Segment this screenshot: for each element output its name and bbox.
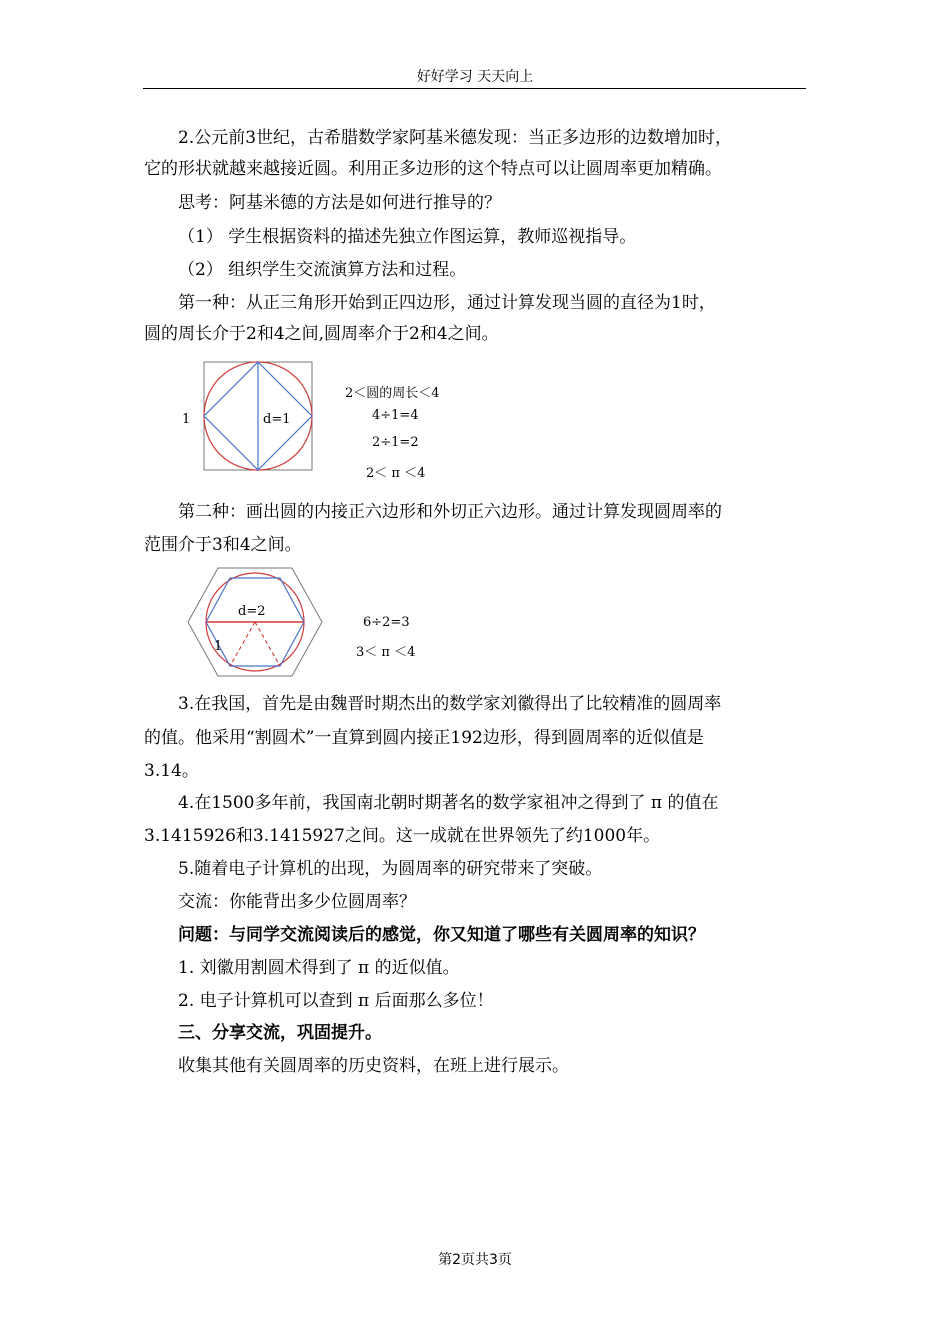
answer-1: 1. 刘徽用割圆术得到了 π 的近似值。	[178, 958, 460, 978]
radius-line-right	[255, 622, 280, 666]
paragraph-3-line1: 3.在我国，首先是由魏晋时期杰出的数学家刘徽得出了比较精准的圆周率	[178, 694, 722, 714]
paragraph-3-line3: 3.14。	[144, 761, 199, 781]
paragraph-2-line2: 它的形状就越来越接近圆。利用正多边形的这个特点可以让圆周率更加精确。	[144, 159, 722, 179]
pi-range-2-4: 2＜ π ＜4	[366, 466, 426, 481]
step-1: （1） 学生根据资料的描述先独立作图运算，教师巡视指导。	[178, 227, 637, 247]
page-footer: 第2页共3页	[438, 1252, 512, 1268]
radius-line-left	[230, 622, 255, 666]
square-circle-figure	[180, 360, 330, 475]
discussion-question: 问题：与同学交流阅读后的感觉，你又知道了哪些有关圆周率的知识？	[178, 925, 705, 945]
pi-range-3-4: 3＜ π ＜4	[356, 645, 416, 660]
square-side-label: 1	[182, 412, 191, 427]
exchange-question: 交流：你能背出多少位圆周率？	[178, 892, 416, 912]
paragraph-4-line1: 4.在1500多年前，我国南北朝时期著名的数学家祖冲之得到了 π 的值在	[178, 793, 719, 813]
diameter-label: d=1	[263, 412, 291, 427]
calc-6-div-2: 6÷2=3	[363, 615, 410, 630]
hexagon-diameter-label: d=2	[238, 604, 266, 619]
method-1-line2: 圆的周长介于2和4之间,圆周率介于2和4之间。	[144, 324, 499, 344]
method-2-line2: 范围介于3和4之间。	[144, 535, 302, 555]
method-1-line1: 第一种：从正三角形开始到正四边形，通过计算发现当圆的直径为1时，	[178, 293, 716, 313]
paragraph-4-line2: 3.1415926和3.1415927之间。这一成就在世界领先了约1000年。	[144, 826, 661, 846]
paragraph-5: 5.随着电子计算机的出现，为圆周率的研究带来了突破。	[178, 859, 603, 879]
section-3-heading: 三、分享交流，巩固提升。	[178, 1023, 382, 1043]
hexagon-side-label: 1	[214, 639, 223, 654]
header-divider	[143, 88, 806, 89]
page-header: 好好学习 天天向上	[416, 69, 534, 85]
inequality-circumference: 2＜圆的周长＜4	[345, 386, 440, 401]
calc-4-div-1: 4÷1=4	[372, 408, 419, 423]
method-2-line1: 第二种：画出圆的内接正六边形和外切正六边形。通过计算发现圆周率的	[178, 502, 722, 522]
think-question: 思考：阿基米德的方法是如何进行推导的？	[178, 193, 501, 213]
calc-2-div-1: 2÷1=2	[372, 435, 419, 450]
hexagon-figure	[180, 566, 330, 681]
paragraph-3-line2: 的值。他采用“割圆术”一直算到圆内接正192边形，得到圆周率的近似值是	[144, 728, 704, 748]
step-2: （2） 组织学生交流演算方法和过程。	[178, 260, 467, 280]
paragraph-2-line1: 2.公元前3世纪，古希腊数学家阿基米德发现：当正多边形的边数增加时，	[178, 128, 733, 148]
homework-task: 收集其他有关圆周率的历史资料，在班上进行展示。	[178, 1056, 569, 1076]
answer-2: 2. 电子计算机可以查到 π 后面那么多位！	[178, 991, 494, 1011]
